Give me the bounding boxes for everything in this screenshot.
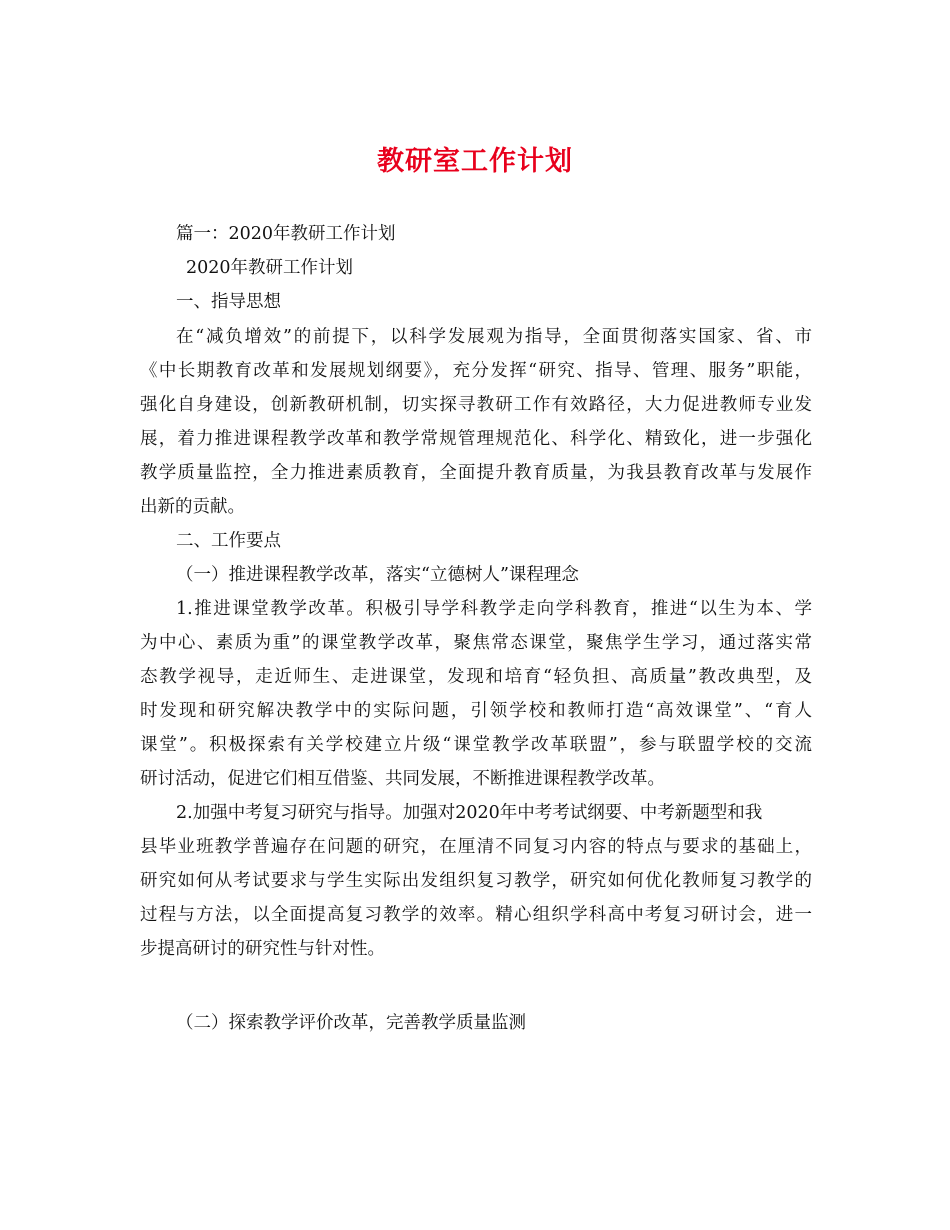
paragraph-line: 2.加强中考复习研究与指导。加强对2020年中考考试纲要、中考新题型和我 bbox=[176, 803, 763, 823]
paragraph-line: 1.推进课堂教学改革。积极引导学科教学走向学科教育，推进“以生为本、学 bbox=[176, 599, 812, 619]
paragraph-line: 研讨活动，促进它们相互借鉴、共同发展，不断推进课程教学改革。 bbox=[140, 769, 665, 789]
heading-work-points: 二、工作要点 bbox=[176, 531, 281, 551]
document-title: 教研室工作计划 bbox=[377, 146, 573, 177]
paragraph-line: 在“减负增效”的前提下，以科学发展观为指导，全面贯彻落实国家、省、市 bbox=[176, 327, 812, 347]
subheading-one: （一）推进课程教学改革，落实“立德树人”课程理念 bbox=[176, 565, 579, 585]
paragraph-line: 教学质量监控，全力推进素质教育，全面提升教育质量，为我县教育改革与发展作 bbox=[140, 463, 812, 483]
paragraph-line: 课堂”。积极探索有关学校建立片级“课堂教学改革联盟”，参与联盟学校的交流 bbox=[140, 735, 812, 755]
section-heading-part-one: 篇一：2020年教研工作计划 bbox=[176, 224, 396, 244]
paragraph-line: 县毕业班教学普遍存在问题的研究，在厘清不同复习内容的特点与要求的基础上， bbox=[140, 837, 812, 857]
heading-guiding-thought: 一、指导思想 bbox=[176, 292, 281, 312]
paragraph-line: 过程与方法，以全面提高复习教学的效率。精心组织学科高中考复习研讨会，进一 bbox=[140, 905, 812, 925]
subheading-two: （二）探索教学评价改革，完善教学质量监测 bbox=[176, 1013, 526, 1033]
paragraph-line: 步提高研讨的研究性与针对性。 bbox=[140, 939, 385, 959]
paragraph-line: 为中心、素质为重”的课堂教学改革，聚焦常态课堂，聚焦学生学习，通过落实常 bbox=[140, 633, 812, 653]
subtitle-line: 2020年教研工作计划 bbox=[186, 258, 354, 278]
paragraph-line: 研究如何从考试要求与学生实际出发组织复习教学，研究如何优化教师复习教学的 bbox=[140, 871, 812, 891]
paragraph-line: 强化自身建设，创新教研机制，切实探寻教研工作有效路径，大力促进教师专业发 bbox=[140, 395, 812, 415]
paragraph-line: 《中长期教育改革和发展规划纲要》，充分发挥“研究、指导、管理、服务”职能， bbox=[140, 361, 812, 381]
paragraph-line: 时发现和研究解决教学中的实际问题，引领学校和教师打造“高效课堂”、“育人 bbox=[140, 701, 812, 721]
paragraph-line: 展，着力推进课程教学改革和教学常规管理规范化、科学化、精致化，进一步强化 bbox=[140, 429, 812, 449]
paragraph-line: 出新的贡献。 bbox=[140, 497, 245, 517]
paragraph-line: 态教学视导，走近师生、走进课堂，发现和培育“轻负担、高质量”教改典型，及 bbox=[140, 667, 812, 687]
